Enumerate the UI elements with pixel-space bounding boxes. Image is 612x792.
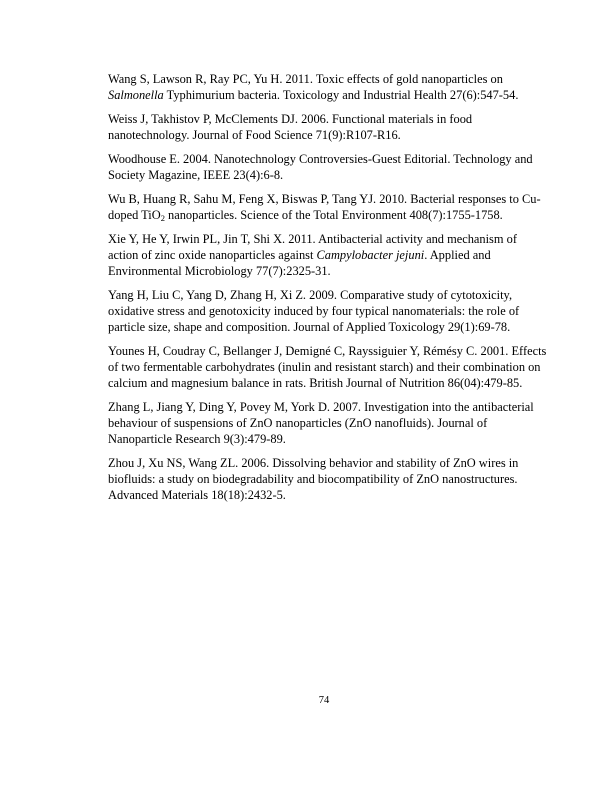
reference-line bbox=[108, 343, 548, 359]
reference-line bbox=[108, 127, 548, 143]
reference-list bbox=[108, 71, 548, 511]
text-segment: Environmental Microbiology 77(7):2325-31. bbox=[108, 264, 331, 278]
text-segment: nanotechnology. Journal of Food Science 71(9):R107-R16. bbox=[108, 128, 401, 142]
reference-line bbox=[108, 231, 548, 247]
reference-entry bbox=[108, 399, 548, 447]
italic-text: Campylobacter jejuni bbox=[316, 248, 425, 262]
reference-line bbox=[108, 111, 548, 127]
reference-line bbox=[108, 375, 548, 391]
text-segment: behaviour of suspensions of ZnO nanoparticles (ZnO nanofluids). Journal of bbox=[108, 416, 488, 430]
text-segment: Wu B, Huang R, Sahu M, Feng X, Biswas P, Tang YJ. 2010. Bacterial responses to Cu- bbox=[108, 192, 541, 206]
reference-entry bbox=[108, 455, 548, 503]
text-segment: doped TiO bbox=[108, 208, 161, 222]
subscript-text: 2 bbox=[160, 213, 165, 223]
reference-entry bbox=[108, 71, 548, 103]
reference-line bbox=[108, 431, 548, 447]
reference-line bbox=[108, 247, 548, 263]
text-segment: Weiss J, Takhistov P, McClements DJ. 2006. Functional materials in food bbox=[108, 112, 473, 126]
reference-entry bbox=[108, 111, 548, 143]
text-segment: Woodhouse E. 2004. Nanotechnology Controversies-Guest Editorial. Technology and bbox=[108, 152, 533, 166]
text-segment: biofluids: a study on biodegradability and biocompatibility of ZnO nanostructures. bbox=[108, 472, 518, 486]
reference-line bbox=[108, 319, 548, 335]
reference-line bbox=[108, 87, 548, 103]
reference-line bbox=[108, 303, 548, 319]
reference-line bbox=[108, 287, 548, 303]
text-segment: Wang S, Lawson R, Ray PC, Yu H. 2011. Toxic effects of gold nanoparticles on bbox=[108, 72, 503, 86]
text-segment: of two fermentable carbohydrates (inulin and resistant starch) and their combination on bbox=[108, 360, 541, 374]
reference-entry bbox=[108, 191, 548, 223]
text-segment: Advanced Materials 18(18):2432-5. bbox=[108, 488, 286, 502]
text-segment: Zhou J, Xu NS, Wang ZL. 2006. Dissolving behavior and stability of ZnO wires in bbox=[108, 456, 519, 470]
reference-line bbox=[108, 455, 548, 471]
reference-line bbox=[108, 207, 548, 223]
reference-line bbox=[108, 471, 548, 487]
text-segment: Typhimurium bacteria. Toxicology and Industrial Health 27(6):547-54. bbox=[163, 88, 519, 102]
reference-entry bbox=[108, 151, 548, 183]
text-segment: oxidative stress and genotoxicity induced by four typical nanomaterials: the role of bbox=[108, 304, 520, 318]
reference-line bbox=[108, 263, 548, 279]
text-segment: Younes H, Coudray C, Bellanger J, Demigné C, Rayssiguier Y, Rémésy C. 2001. Effects bbox=[108, 344, 547, 358]
text-segment: calcium and magnesium balance in rats. British Journal of Nutrition 86(04):479-85. bbox=[108, 376, 523, 390]
reference-line bbox=[108, 415, 548, 431]
italic-text: Salmonella bbox=[108, 88, 164, 102]
reference-entry bbox=[108, 231, 548, 279]
reference-line bbox=[108, 359, 548, 375]
text-segment: particle size, shape and composition. Journal of Applied Toxicology 29(1):69-78. bbox=[108, 320, 511, 334]
reference-line bbox=[108, 151, 548, 167]
reference-line bbox=[108, 487, 548, 503]
text-segment: nanoparticles. Science of the Total Environment 408(7):1755-1758. bbox=[164, 208, 503, 222]
reference-line bbox=[108, 191, 548, 207]
reference-entry bbox=[108, 287, 548, 335]
text-segment: action of zinc oxide nanoparticles against bbox=[108, 248, 317, 262]
reference-line bbox=[108, 71, 548, 87]
text-segment: Yang H, Liu C, Yang D, Zhang H, Xi Z. 2009. Comparative study of cytotoxicity, bbox=[108, 288, 513, 302]
reference-line bbox=[108, 167, 548, 183]
text-segment: . Applied and bbox=[424, 248, 491, 262]
text-segment: Xie Y, He Y, Irwin PL, Jin T, Shi X. 2011. Antibacterial activity and mechanism of bbox=[108, 232, 517, 246]
text-segment: Zhang L, Jiang Y, Ding Y, Povey M, York D. 2007. Investigation into the antibacterial bbox=[108, 400, 534, 414]
reference-entry bbox=[108, 343, 548, 391]
text-segment: Nanoparticle Research 9(3):479-89. bbox=[108, 432, 286, 446]
reference-line bbox=[108, 399, 548, 415]
page-number: 74 bbox=[318, 695, 330, 706]
text-segment: Society Magazine, IEEE 23(4):6-8. bbox=[108, 168, 284, 182]
